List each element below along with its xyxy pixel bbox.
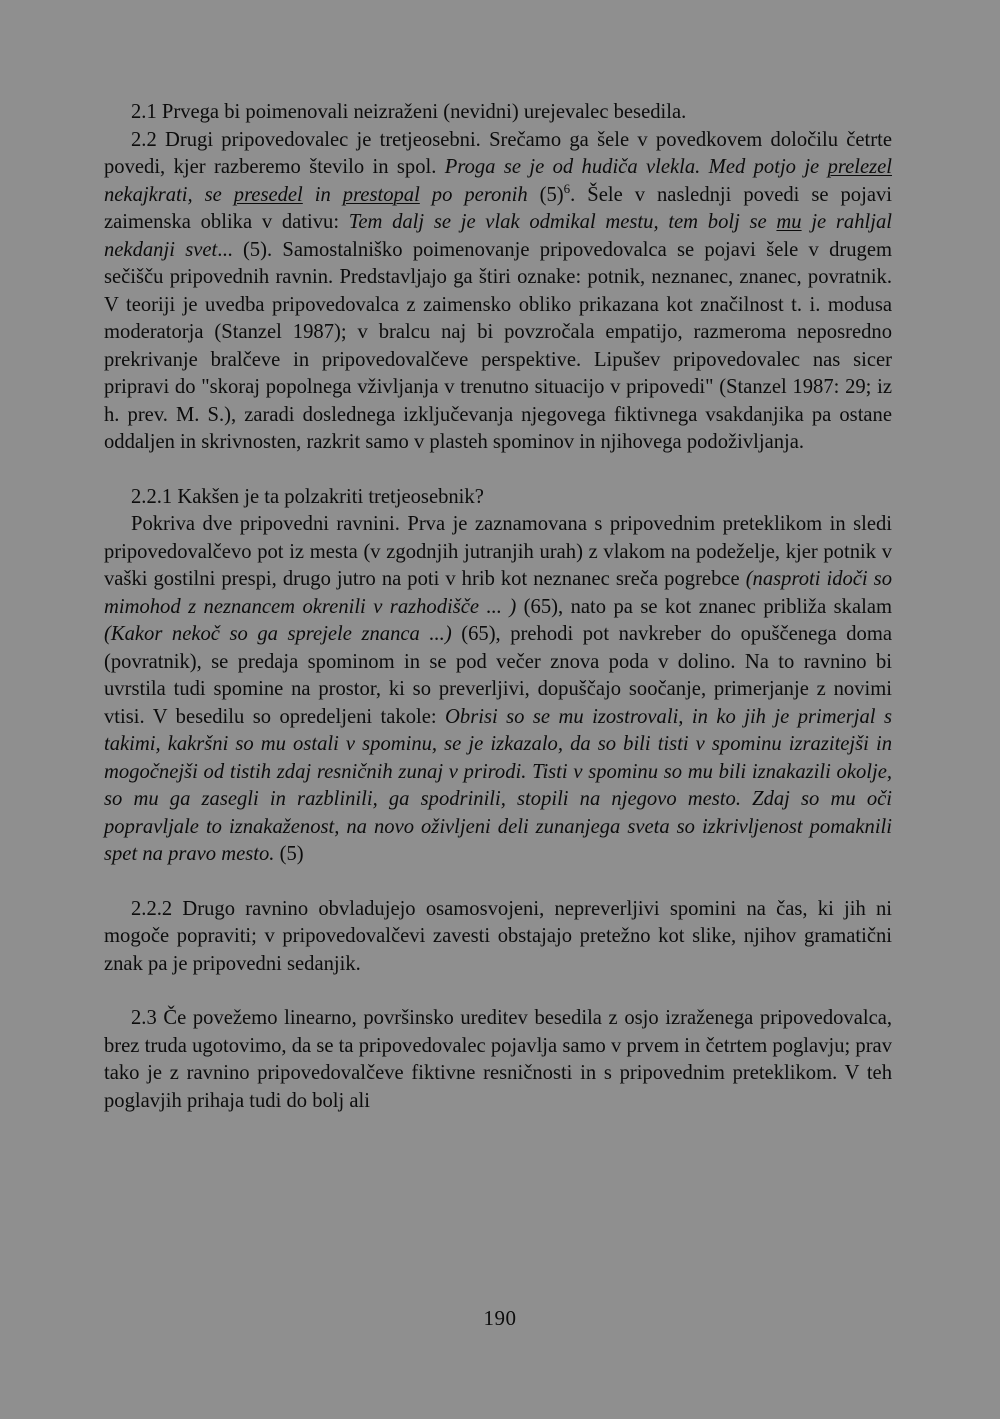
section-2-1-text: 2.1 Prvega bi poimenovali neizraženi (nevidni) urejevalec besedila. — [131, 101, 687, 123]
page-number: 190 — [483, 1306, 517, 1330]
s221-citation: (5) — [274, 843, 304, 865]
section-2-2-2-paragraph — [104, 896, 892, 979]
s22-quote-3: in — [302, 183, 343, 206]
s22-underlined-mu: mu — [776, 211, 802, 233]
s22-quote-6: je rahljal nekdanji svet — [104, 211, 892, 261]
section-2-2-1-paragraph — [104, 511, 892, 869]
s221-long-quote: Obrisi so se mu izostrovali, in ko jih je primerjal s takimi, kakršni so mu ostali v spominu, se je izkazalo, da so bili tisti v spominu izrazitejši in mogočnejši od tistih zdaj resničnih zunaj v prirodi. Tisti v spominu so mu bili iznakazili okolje, so mu ga zasegli in razblinili, ga spodrinili, stopili na njegovo mesto. Zdaj so mu oči popravljale to iznakaženost, na novo oživljeni deli zunanjega sveta so izkrivljenost pomaknili spet na pravo mesto. — [104, 705, 892, 865]
s22-underlined-prestopal: prestopal — [342, 183, 420, 206]
s22-text-k: . Šele v naslednji povedi se pojavi zaimenska oblika v dativu: — [104, 183, 892, 233]
section-2-2-1-heading-text: 2.2.1 Kakšen je ta polzakriti tretjeosebnik? — [131, 485, 484, 508]
s221-text-e: (65), prehodi pot navkreber do opuščenega doma (povratnik), se predaja spominom in se pod večer znova poda v dolino. Na to ravnino bi uvrstila tudi spomine na prostor, ki so preverljivi, dopuščajo soočanje, primerjanje z novimi vtisi. V besedilu so opredeljeni takole: — [104, 623, 892, 728]
s22-quote-1: Proga se je od hudiča vlekla. Med potjo je — [444, 156, 828, 178]
s22-quote-2: nekajkrati, se — [104, 183, 234, 206]
s22-underlined-prelezel: prelezel — [827, 156, 892, 178]
section-2-2-2-text: 2.2.2 Drugo ravnino obvladujejo osamosvojeni, nepreverljivi spomini na čas, ki jih ni mogoče popraviti; v pripovedovalčevi zavesti obstajajo pretežno kot slike, njihov gramatični znak pa je pripovedni sedanjik. — [104, 897, 892, 975]
s22-quote-5: Tem dalj se je vlak odmikal mestu, tem bolj se — [348, 211, 777, 233]
section-2-2-1-heading — [104, 484, 892, 512]
s221-text-a: Pokriva dve pripovedni ravnini. Prva je zaznamovana s pripovednim preteklikom in sledi pripovedovalčevo pot iz mesta (v zgodnjih jutranjih urah) z vlakom na podeželje, kjer potnik v vaški gostilni prespi, drugo jutro na poti v hrib kot neznanec sreča pogrebce — [104, 513, 892, 590]
s221-quote-2: (Kakor nekoč so ga sprejele znanca ...) — [104, 623, 452, 645]
s22-text-o: ... (5). Samostalniško poimenovanje pripovedovalca se pojavi šele v drugem sečišču pripovednih ravnin. Predstavljajo ga štiri oznake: potnik, neznanec, znanec, povratnik. V teoriji je uvedba pripovedovalca z zaimensko obliko prikazana kot značilnost t. i. modusa moderatorja (Stanzel 1987); v bralcu naj bi povzročala empatijo, razmeroma neposredno prekrivanje bralčeve in pripovedovalčeve perspektive. Lipušev pripovedovalec nas sicer pripravi do "skoraj popolnega vživljanja v trenutno situacijo v pripovedi" (Stanzel 1987: 29; iz h. prev. M. S.), zaradi doslednega izključevanja njegovega fiktivnega vsakdanjika pa ostane oddaljen in skrivnosten, razkrit samo v plasteh spominov in njihovega podoživljanja. — [104, 238, 892, 453]
s22-text-a: 2.2 Drugi pripovedovalec je tretjeosebni. Srečamo ga šele v povedkovem določilu četrte povedi, kjer razberemo število in spol. — [104, 128, 892, 178]
footnote-marker: 6 — [563, 180, 571, 196]
s22-underlined-presedel: presedel — [233, 183, 303, 206]
s221-text-c: (65), nato pa se kot znanec približa skalam — [516, 595, 892, 618]
section-2-2-paragraph — [104, 127, 892, 457]
s22-citation: (5) — [527, 183, 564, 206]
s22-quote-4: po peronih — [419, 183, 528, 206]
s221-quote-1: (nasproti idoči so mimohod z neznancem okrenili v razhodišče ... ) — [104, 568, 892, 618]
section-2-1-paragraph — [104, 99, 892, 127]
section-2-3-text: 2.3 Če povežemo linearno, površinsko ureditev besedila z osjo izraženega pripovedovalca, brez truda ugotovimo, da se ta pripovedovalec pojavlja samo v prvem in četrtem poglavju; prav tako je z ravnino pripovedovalčeve fiktivne resničnosti in s pripovednim preteklikom. V teh poglavjih prihaja tudi do bolj ali — [104, 1007, 892, 1112]
section-2-3-paragraph — [104, 1005, 892, 1115]
